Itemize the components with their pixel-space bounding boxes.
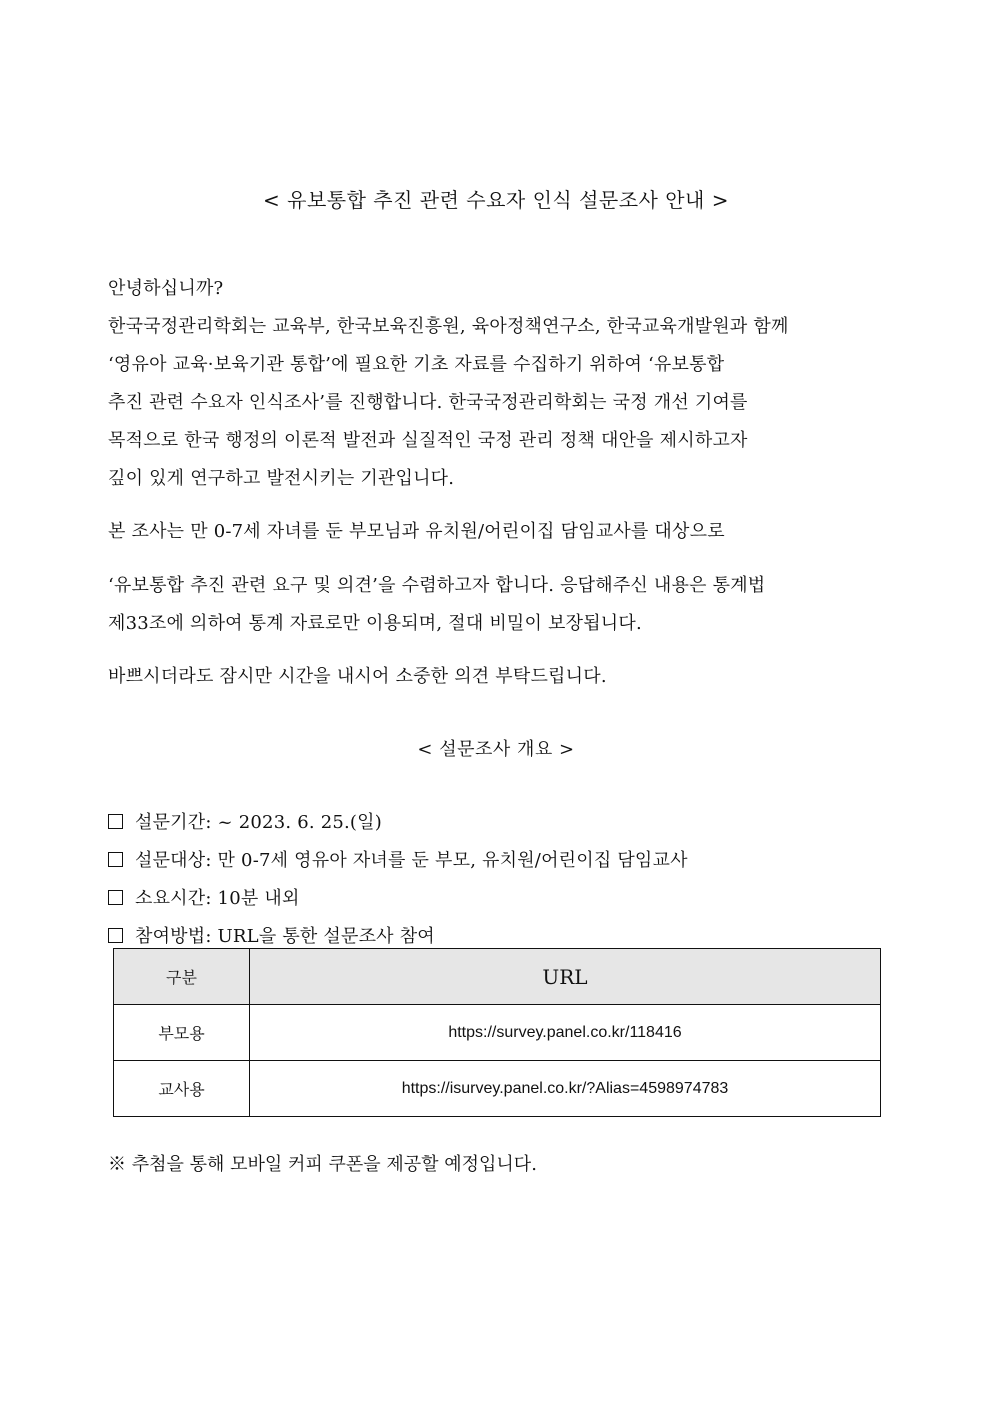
teacher-survey-link[interactable]: https://isurvey.panel.co.kr/?Alias=4598974783 [250, 1061, 881, 1117]
intro-line-5: 깊이 있게 연구하고 발전시키는 기관입니다. [108, 468, 455, 489]
table-header-url: URL [250, 949, 881, 1005]
intro-line-2: ‘영유아 교육·보육기관 통합’에 필요한 기초 자료를 수집하기 위하여 ‘유보통합 [108, 354, 725, 375]
coupon-note: ※ 추첨을 통해 모바일 커피 쿠폰을 제공할 예정입니다. [108, 1154, 537, 1175]
table-header-row [114, 949, 881, 1005]
overview-title: < 설문조사 개요 > [417, 739, 575, 760]
intro-line-4: 목적으로 한국 행정의 이론적 발전과 실질적인 국정 관리 정책 대안을 제시하고자 [108, 430, 748, 451]
overview-item-label: 소요시간: 10분 내외 [135, 888, 300, 909]
table-row [114, 1005, 881, 1061]
overview-item-label: 설문기간: ~ 2023. 6. 25.(일) [135, 812, 382, 833]
greeting: 안녕하십니까? [108, 278, 224, 299]
table-header-category: 구분 [114, 949, 250, 1005]
survey-url-table [113, 948, 881, 1117]
intro-line-1: 한국국정관리학회는 교육부, 한국보육진흥원, 육아정책연구소, 한국교육개발원과 함께 [108, 316, 789, 337]
table-cell-type: 교사용 [114, 1061, 250, 1117]
purpose-line-1: ‘유보통합 추진 관련 요구 및 의견’을 수렴하고자 합니다. 응답해주신 내용은 통계법 [108, 575, 766, 596]
document-title: < 유보통합 추진 관련 수요자 인식 설문조사 안내 > [263, 188, 729, 212]
purpose-line-2: 제33조에 의하여 통계 자료로만 이용되며, 절대 비밀이 보장됩니다. [108, 613, 642, 634]
overview-item-period [108, 808, 382, 834]
intro-line-3: 추진 관련 수요자 인식조사’를 진행합니다. 한국국정관리학회는 국정 개선 기여를 [108, 392, 748, 413]
overview-item-target [108, 846, 688, 872]
overview-item-label: 참여방법: URL을 통한 설문조사 참여 [135, 926, 435, 947]
table-cell-type: 부모용 [114, 1005, 250, 1061]
checkbox-icon [108, 890, 123, 905]
overview-item-duration [108, 884, 300, 910]
request-paragraph: 바쁘시더라도 잠시만 시간을 내시어 소중한 의견 부탁드립니다. [108, 666, 607, 687]
overview-item-label: 설문대상: 만 0-7세 영유아 자녀를 둔 부모, 유치원/어린이집 담임교사 [135, 850, 688, 871]
checkbox-icon [108, 814, 123, 829]
table-row [114, 1061, 881, 1117]
overview-item-method [108, 922, 435, 948]
checkbox-icon [108, 928, 123, 943]
parent-survey-link[interactable]: https://survey.panel.co.kr/118416 [250, 1005, 881, 1061]
checkbox-icon [108, 852, 123, 867]
target-paragraph: 본 조사는 만 0-7세 자녀를 둔 부모님과 유치원/어린이집 담임교사를 대상으로 [108, 521, 725, 542]
